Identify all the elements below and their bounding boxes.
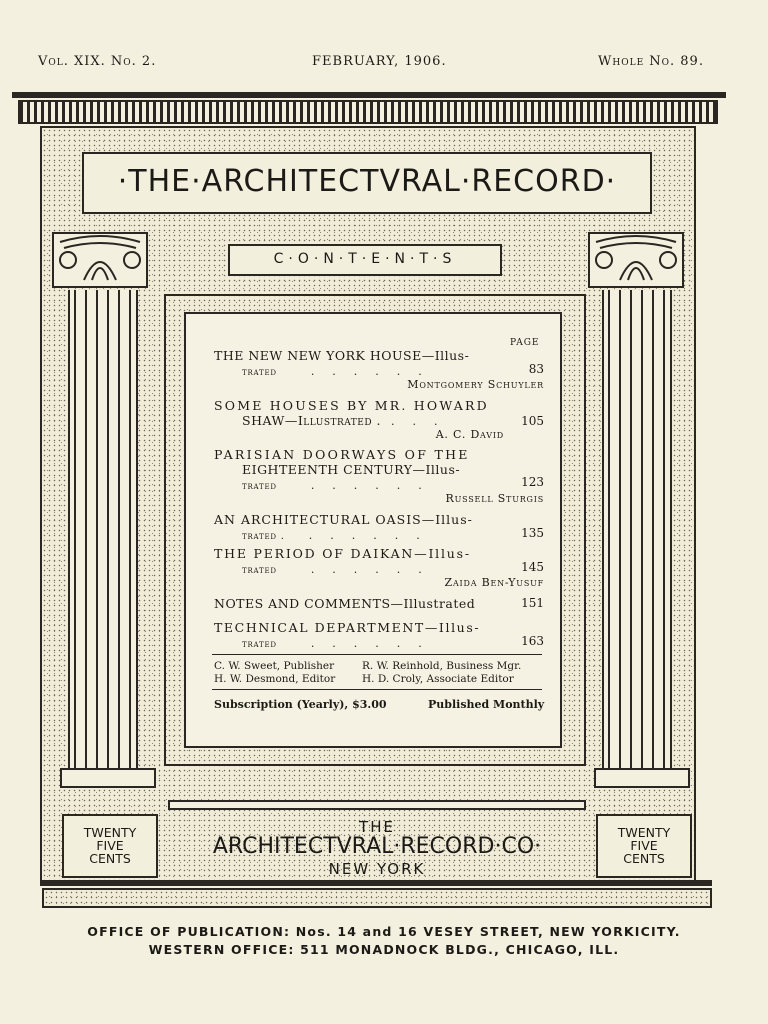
divider — [212, 689, 542, 690]
contents-entry — [214, 596, 544, 611]
company-name: ARCHITECTVRAL·RECORD·CO· — [212, 834, 542, 859]
issue-date: FEBRUARY, 1906. — [312, 54, 447, 69]
subscription-price: Subscription (Yearly), $3.00 — [214, 698, 387, 711]
entry-subtitle: SHAW—Illustrated . — [242, 413, 382, 428]
divider — [212, 654, 542, 655]
entry-title: PARISIAN DOORWAYS OF THE — [214, 447, 470, 462]
contents-entry — [214, 620, 544, 650]
price-right — [596, 826, 692, 865]
left-column-base — [60, 768, 156, 788]
contents-heading: C·O·N·T·E·N·T·S — [273, 251, 457, 267]
contents-entry — [214, 546, 544, 589]
leader-dots: ...... — [310, 637, 440, 650]
cornice-top — [12, 92, 726, 98]
right-capital — [588, 232, 684, 288]
contents-entry — [214, 447, 544, 505]
volume-number: Vol. XIX. No. 2. — [38, 54, 157, 69]
right-column-shaft — [602, 290, 672, 768]
contents-entry — [214, 512, 544, 542]
publication-frequency: Published Monthly — [428, 698, 545, 711]
whole-number: Whole No. 89. — [598, 54, 704, 69]
base-moulding — [168, 800, 586, 810]
entry-subtitle: trated — [242, 639, 277, 650]
entry-author: Russell Sturgis — [445, 492, 544, 505]
leader-dots: ...... — [310, 563, 440, 576]
price-line: FIVE — [96, 838, 124, 853]
entry-title: THE PERIOD OF DAIKAN—Illus- — [214, 546, 471, 561]
company-city: NEW YORK — [328, 860, 426, 878]
entry-page: 135 — [521, 526, 544, 540]
plinth-line — [42, 880, 712, 886]
editor-credit: H. W. Desmond, Editor — [214, 673, 336, 685]
office-address: OFFICE OF PUBLICATION: Nos. 14 and 16 VESEY STREET, NEW YORKICITY. — [87, 924, 681, 939]
cornice-dentils — [18, 100, 718, 124]
price-line: TWENTY — [83, 825, 137, 840]
acanthus-ornament-icon — [590, 234, 682, 286]
entry-subtitle: trated — [242, 565, 277, 576]
entry-title: AN ARCHITECTURAL OASIS—Illus- — [214, 512, 473, 527]
entry-subtitle: trated — [242, 367, 277, 378]
left-capital — [52, 232, 148, 288]
entry-subtitle: trated . — [242, 531, 285, 542]
page-column-label: PAGE — [510, 338, 540, 348]
entry-page: 123 — [521, 475, 544, 489]
entry-title: NOTES AND COMMENTS—Illustrated — [214, 596, 476, 611]
manager-credit: R. W. Reinhold, Business Mgr. — [362, 660, 522, 672]
contents-entry — [214, 348, 544, 391]
price-line: TWENTY — [617, 825, 671, 840]
entry-title: TECHNICAL DEPARTMENT—Illus- — [214, 620, 481, 635]
leader-dots: ...... — [310, 365, 440, 378]
entry-title: THE NEW NEW YORK HOUSE—Illus- — [214, 348, 470, 363]
entry-title-continued: EIGHTEENTH CENTURY—Illus- — [242, 462, 461, 477]
price-line: CENTS — [89, 851, 131, 866]
price-left — [62, 826, 158, 865]
price-line: CENTS — [623, 851, 665, 866]
entry-author: Montgomery Schuyler — [407, 378, 544, 391]
entry-author: Zaida Ben-Yusuf — [444, 576, 544, 589]
entry-page: 163 — [521, 634, 544, 648]
plinth — [42, 888, 712, 908]
entry-subtitle: trated — [242, 481, 277, 492]
company-line-the: THE — [359, 818, 395, 836]
contents-entry — [214, 398, 544, 441]
price-line: FIVE — [630, 838, 658, 853]
entry-page: 145 — [521, 560, 544, 574]
right-column-base — [594, 768, 690, 788]
leader-dots: ... — [391, 415, 456, 428]
western-office-address: WESTERN OFFICE: 511 MONADNOCK BLDG., CHICAGO, ILL. — [148, 942, 620, 957]
entry-title: SOME HOUSES BY MR. HOWARD — [214, 398, 489, 413]
leader-dots: ...... — [308, 529, 438, 542]
entry-page: 83 — [528, 362, 544, 376]
masthead-title: ·THE·ARCHITECTVRAL·RECORD· — [117, 164, 617, 199]
entry-author: A. C. David — [435, 428, 504, 441]
leader-dots: ...... — [310, 479, 440, 492]
left-column-shaft — [68, 290, 138, 768]
entry-page: 151 — [521, 596, 544, 610]
acanthus-ornament-icon — [54, 234, 146, 286]
entry-page: 105 — [521, 414, 544, 428]
associate-editor-credit: H. D. Croly, Associate Editor — [362, 673, 514, 685]
publisher-credit: C. W. Sweet, Publisher — [214, 660, 335, 672]
